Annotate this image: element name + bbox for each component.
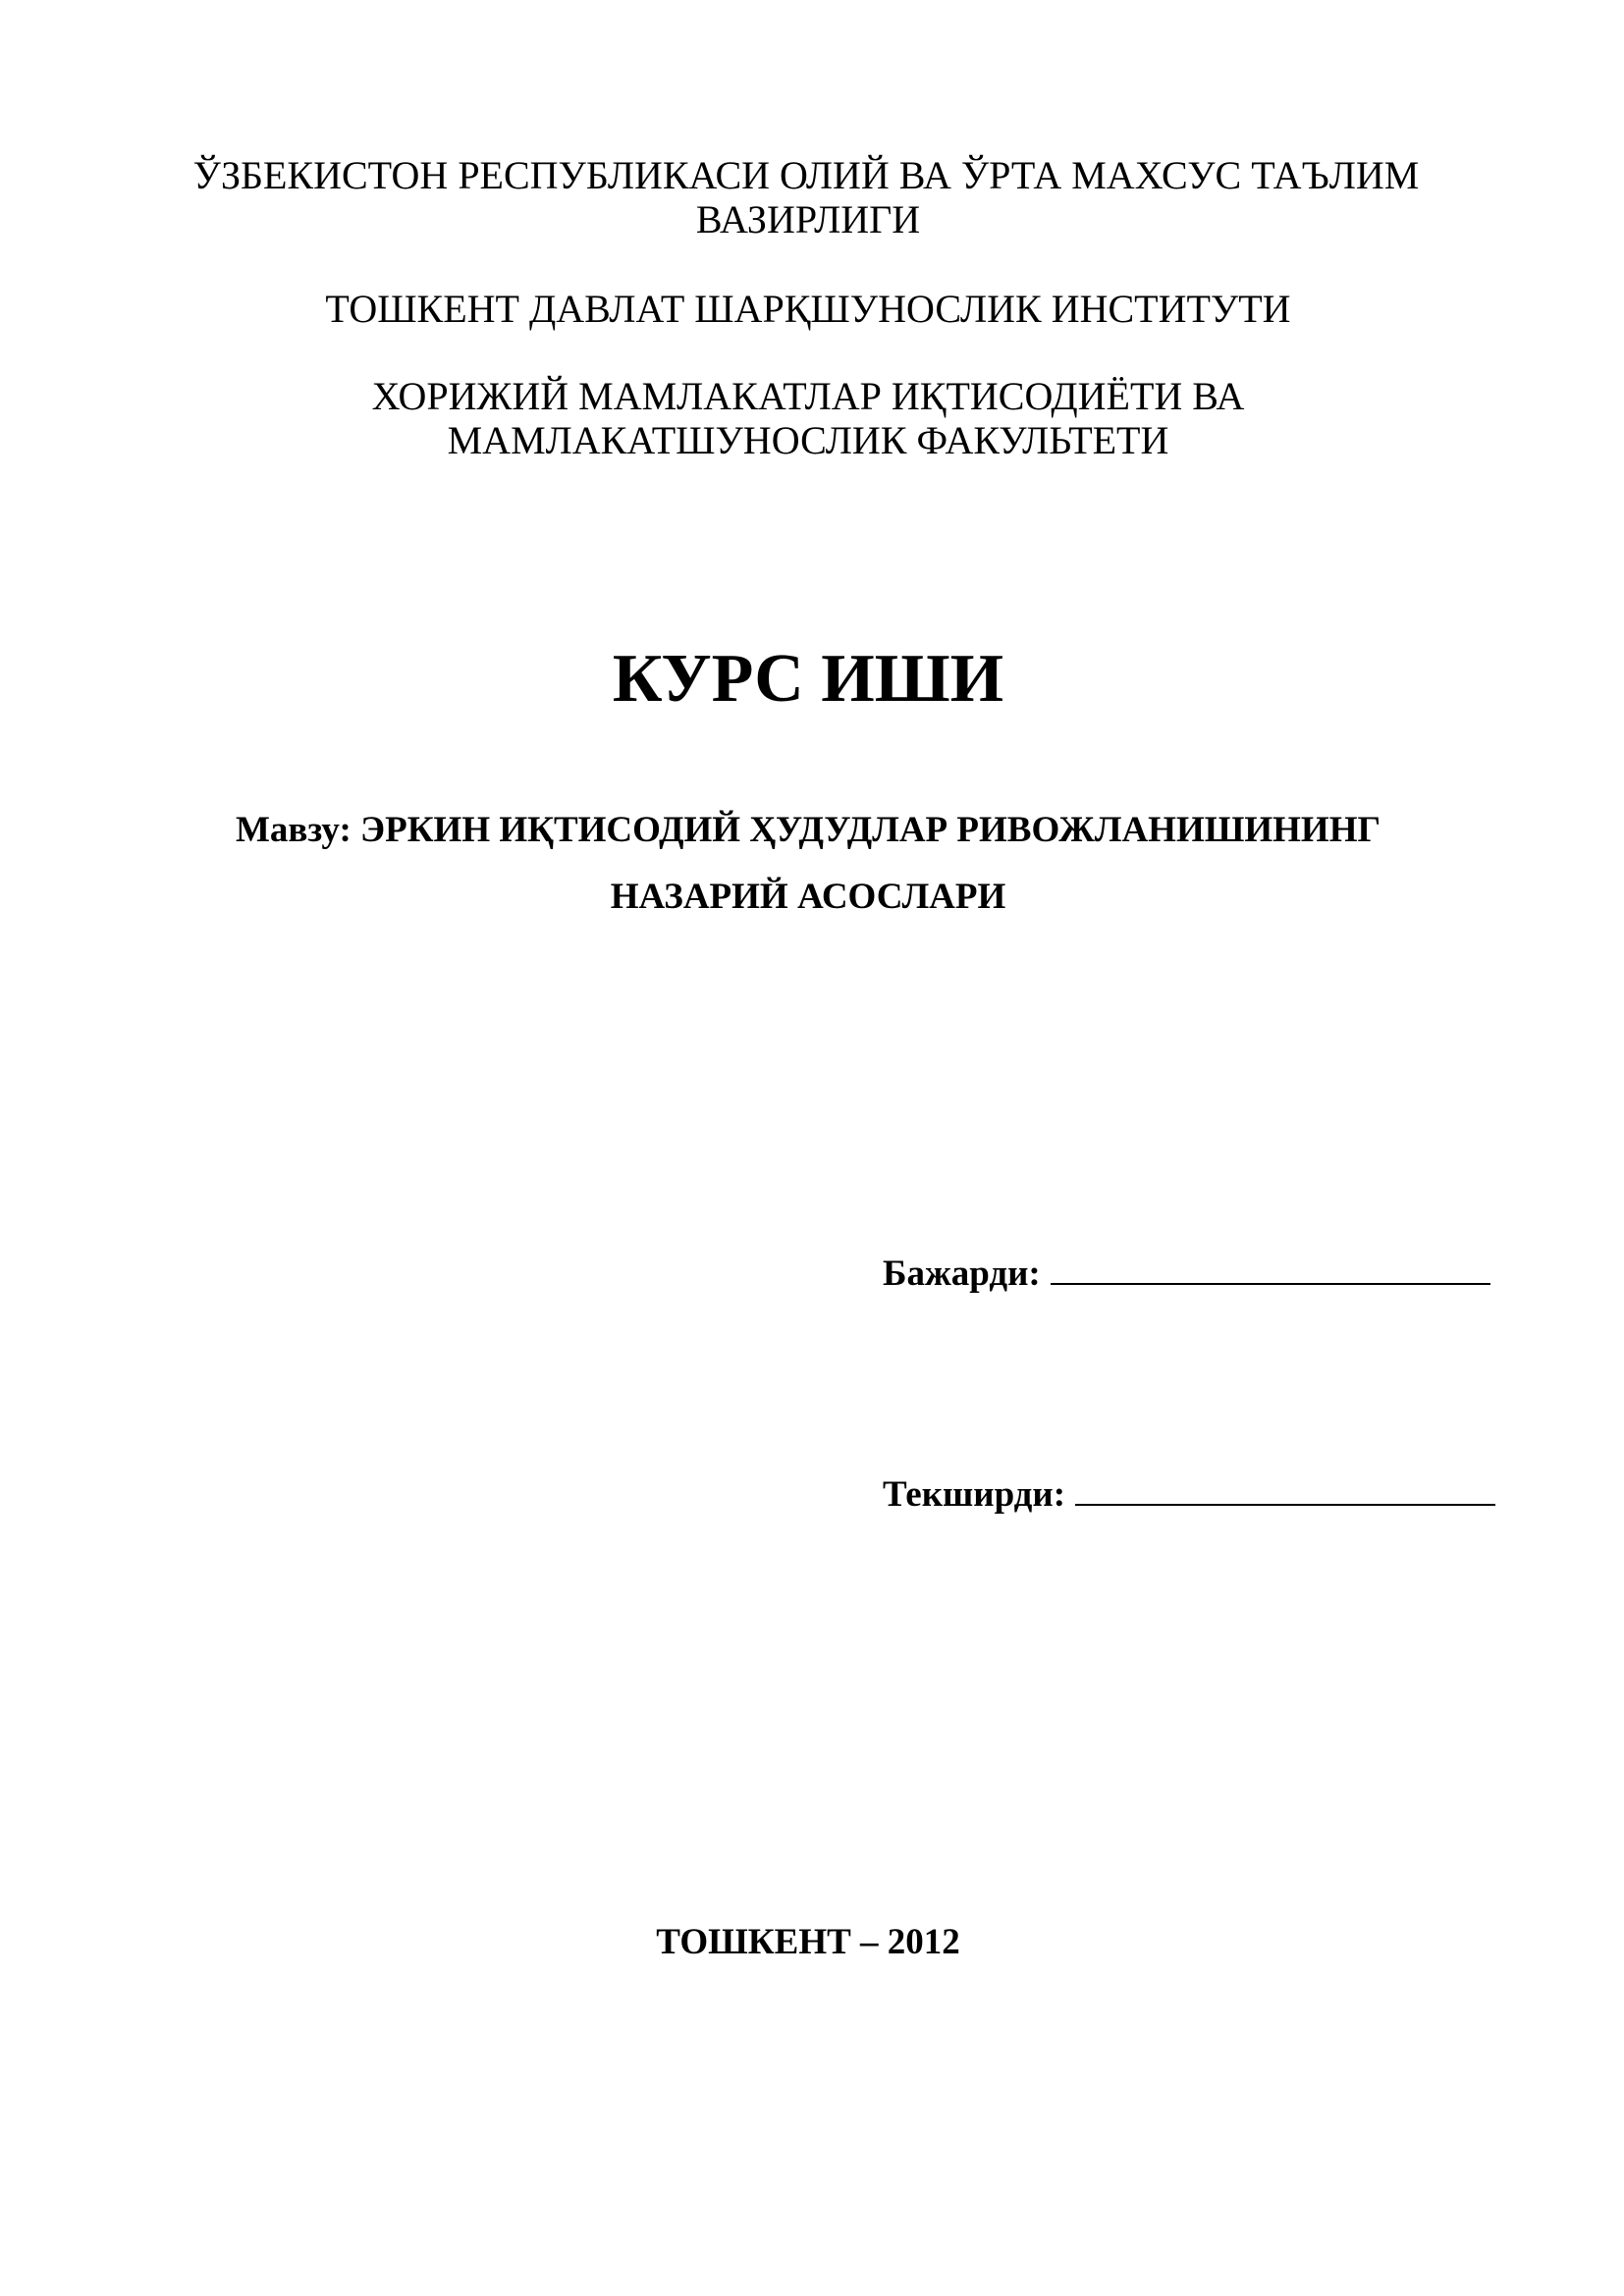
institute-name: ТОШКЕНТ ДАВЛАТ ШАРҚШУНОСЛИК ИНСТИТУТИ <box>325 287 1291 331</box>
checked-by-blank-line <box>1075 1474 1495 1506</box>
checked-by-field <box>883 1473 1495 1517</box>
ministry-line-2: ВАЗИРЛИГИ <box>695 197 921 241</box>
document-title: КУРС ИШИ <box>612 641 1004 717</box>
performed-by-blank-line <box>1051 1254 1490 1285</box>
city-year: ТОШКЕНТ – 2012 <box>656 1922 960 1962</box>
faculty-line-1: ХОРИЖИЙ МАМЛАКАТЛАР ИҚТИСОДИЁТИ ВА <box>371 374 1245 418</box>
ministry-line-1: ЎЗБЕКИСТОН РЕСПУБЛИКАСИ ОЛИЙ ВА ЎРТА МАХСУС ТАЪЛИМ <box>192 153 1420 197</box>
checked-by-label: Текширди: <box>883 1474 1066 1515</box>
topic-line-1: Мавзу: ЭРКИН ИҚТИСОДИЙ ҲУДУДЛАР РИВОЖЛАНИШИНИНГ <box>235 810 1381 850</box>
topic-line-2: НАЗАРИЙ АСОСЛАРИ <box>610 877 1006 917</box>
performed-by-field <box>883 1253 1490 1296</box>
faculty-line-2: МАМЛАКАТШУНОСЛИК ФАКУЛЬТЕТИ <box>447 418 1169 462</box>
performed-by-label: Бажарди: <box>883 1254 1041 1294</box>
